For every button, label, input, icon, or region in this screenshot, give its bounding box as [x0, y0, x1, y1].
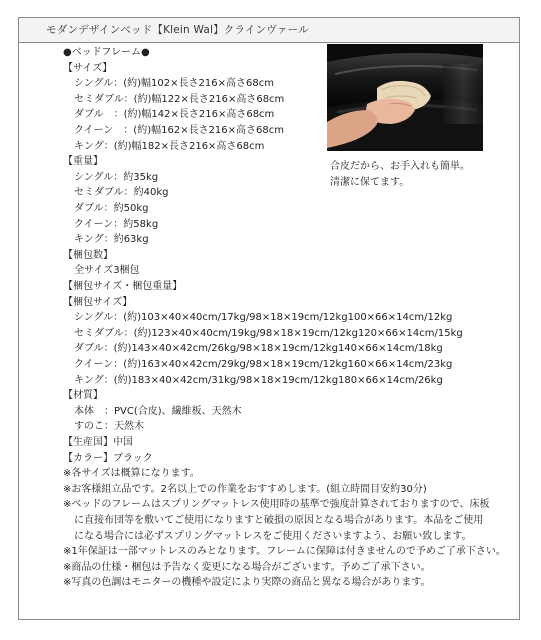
section-heading-packages: 【梱包数】: [63, 249, 113, 261]
section-heading-size: 【サイズ】: [63, 62, 113, 74]
note-line: に直接布団等を敷いてご使用になりますと破損の原因となる場合があります。本品をご使用: [74, 515, 484, 526]
note-line: ※商品の仕様・梱包は予告なく変更になる場合がございます。予めご了承下さい。: [63, 561, 431, 573]
spec-line: ダブル：(約)143×40×42cm/26kg/98×18×19cm/12kg140×66×14cm/18kg: [74, 343, 443, 355]
spec-line: シングル：(約)103×40×40cm/17kg/98×18×19cm/12kg100×66×14cm/12kg: [74, 312, 453, 324]
spec-line: セミダブル：(約)幅122×長さ216×高さ68cm: [74, 93, 285, 105]
note-line: ※ベッドのフレームはスプリングマットレス使用時の基準で強度計算されておりますので、床板: [63, 499, 490, 511]
spec-line: ダブル：約50kg: [74, 203, 149, 214]
note-line: ※写真の色調はモニターの機種や設定により実際の商品と異なる場合があります。: [63, 577, 431, 589]
caption-line: 合皮だから、お手入れも簡単。: [330, 161, 470, 172]
caption-line: 清潔に保てます。: [330, 177, 410, 188]
spec-line: ダブル ：(約)幅142×長さ216×高さ68cm: [74, 109, 275, 121]
spec-line: クイーン：約58kg: [74, 218, 159, 230]
spec-line: セミダブル：約40kg: [74, 187, 169, 199]
section-heading-color: 【カラー】ブラック: [63, 452, 153, 464]
spec-line: キング：(約)183×40×42cm/31kg/98×18×19cm/12kg180×66×14cm/26kg: [74, 374, 443, 386]
photo-illustration: [327, 44, 483, 151]
section-heading-frame: ●ベッドフレーム●: [63, 47, 150, 58]
section-heading-package-size-weight: 【梱包サイズ・梱包重量】: [63, 281, 183, 292]
note-line: になる場合には必ずスプリングマットレスをご使用くださいますよう、お願い致します。: [74, 530, 472, 542]
leather-cleaning-photo: [327, 44, 483, 151]
spec-line: 全サイズ3梱包: [74, 265, 140, 277]
section-heading-material: 【材質】: [63, 390, 103, 402]
section-heading-package-size: 【梱包サイズ】: [63, 296, 133, 308]
spec-line: キング：(約)幅182×長さ216×高さ68cm: [74, 140, 265, 152]
spec-line: 本体 ：PVC(合皮)、繊維板、天然木: [74, 405, 242, 417]
note-line: ※お客様組立品です。2名以上での作業をおすすめします。(組立時間目安約30分): [63, 483, 427, 495]
note-line: ※各サイズは概算になります。: [63, 468, 200, 480]
spec-line: シングル：(約)幅102×長さ216×高さ68cm: [74, 78, 274, 90]
section-heading-origin: 【生産国】中国: [63, 437, 133, 448]
spec-line: クイーン：(約)163×40×42cm/29kg/98×18×19cm/12kg160×66×14cm/23kg: [74, 359, 453, 370]
page-title: モダンデザインベッド【Klein Wal】クラインヴァール: [46, 24, 309, 36]
spec-line: すのこ：天然木: [74, 421, 144, 433]
photo-caption: [330, 159, 470, 191]
section-heading-weight: 【重量】: [63, 156, 103, 168]
spec-line: クイーン ：(約)幅162×長さ216×高さ68cm: [74, 125, 284, 136]
spec-line: シングル：約35kg: [74, 171, 159, 183]
note-line: ※1年保証は一部マットレスのみとなります。フレームに保障は付きませんので予めご了承下さい。: [63, 546, 506, 558]
spec-line: キング：約63kg: [74, 234, 149, 246]
spec-line: セミダブル：(約)123×40×40cm/19kg/98×18×19cm/12kg120×66×14cm/15kg: [74, 327, 463, 339]
